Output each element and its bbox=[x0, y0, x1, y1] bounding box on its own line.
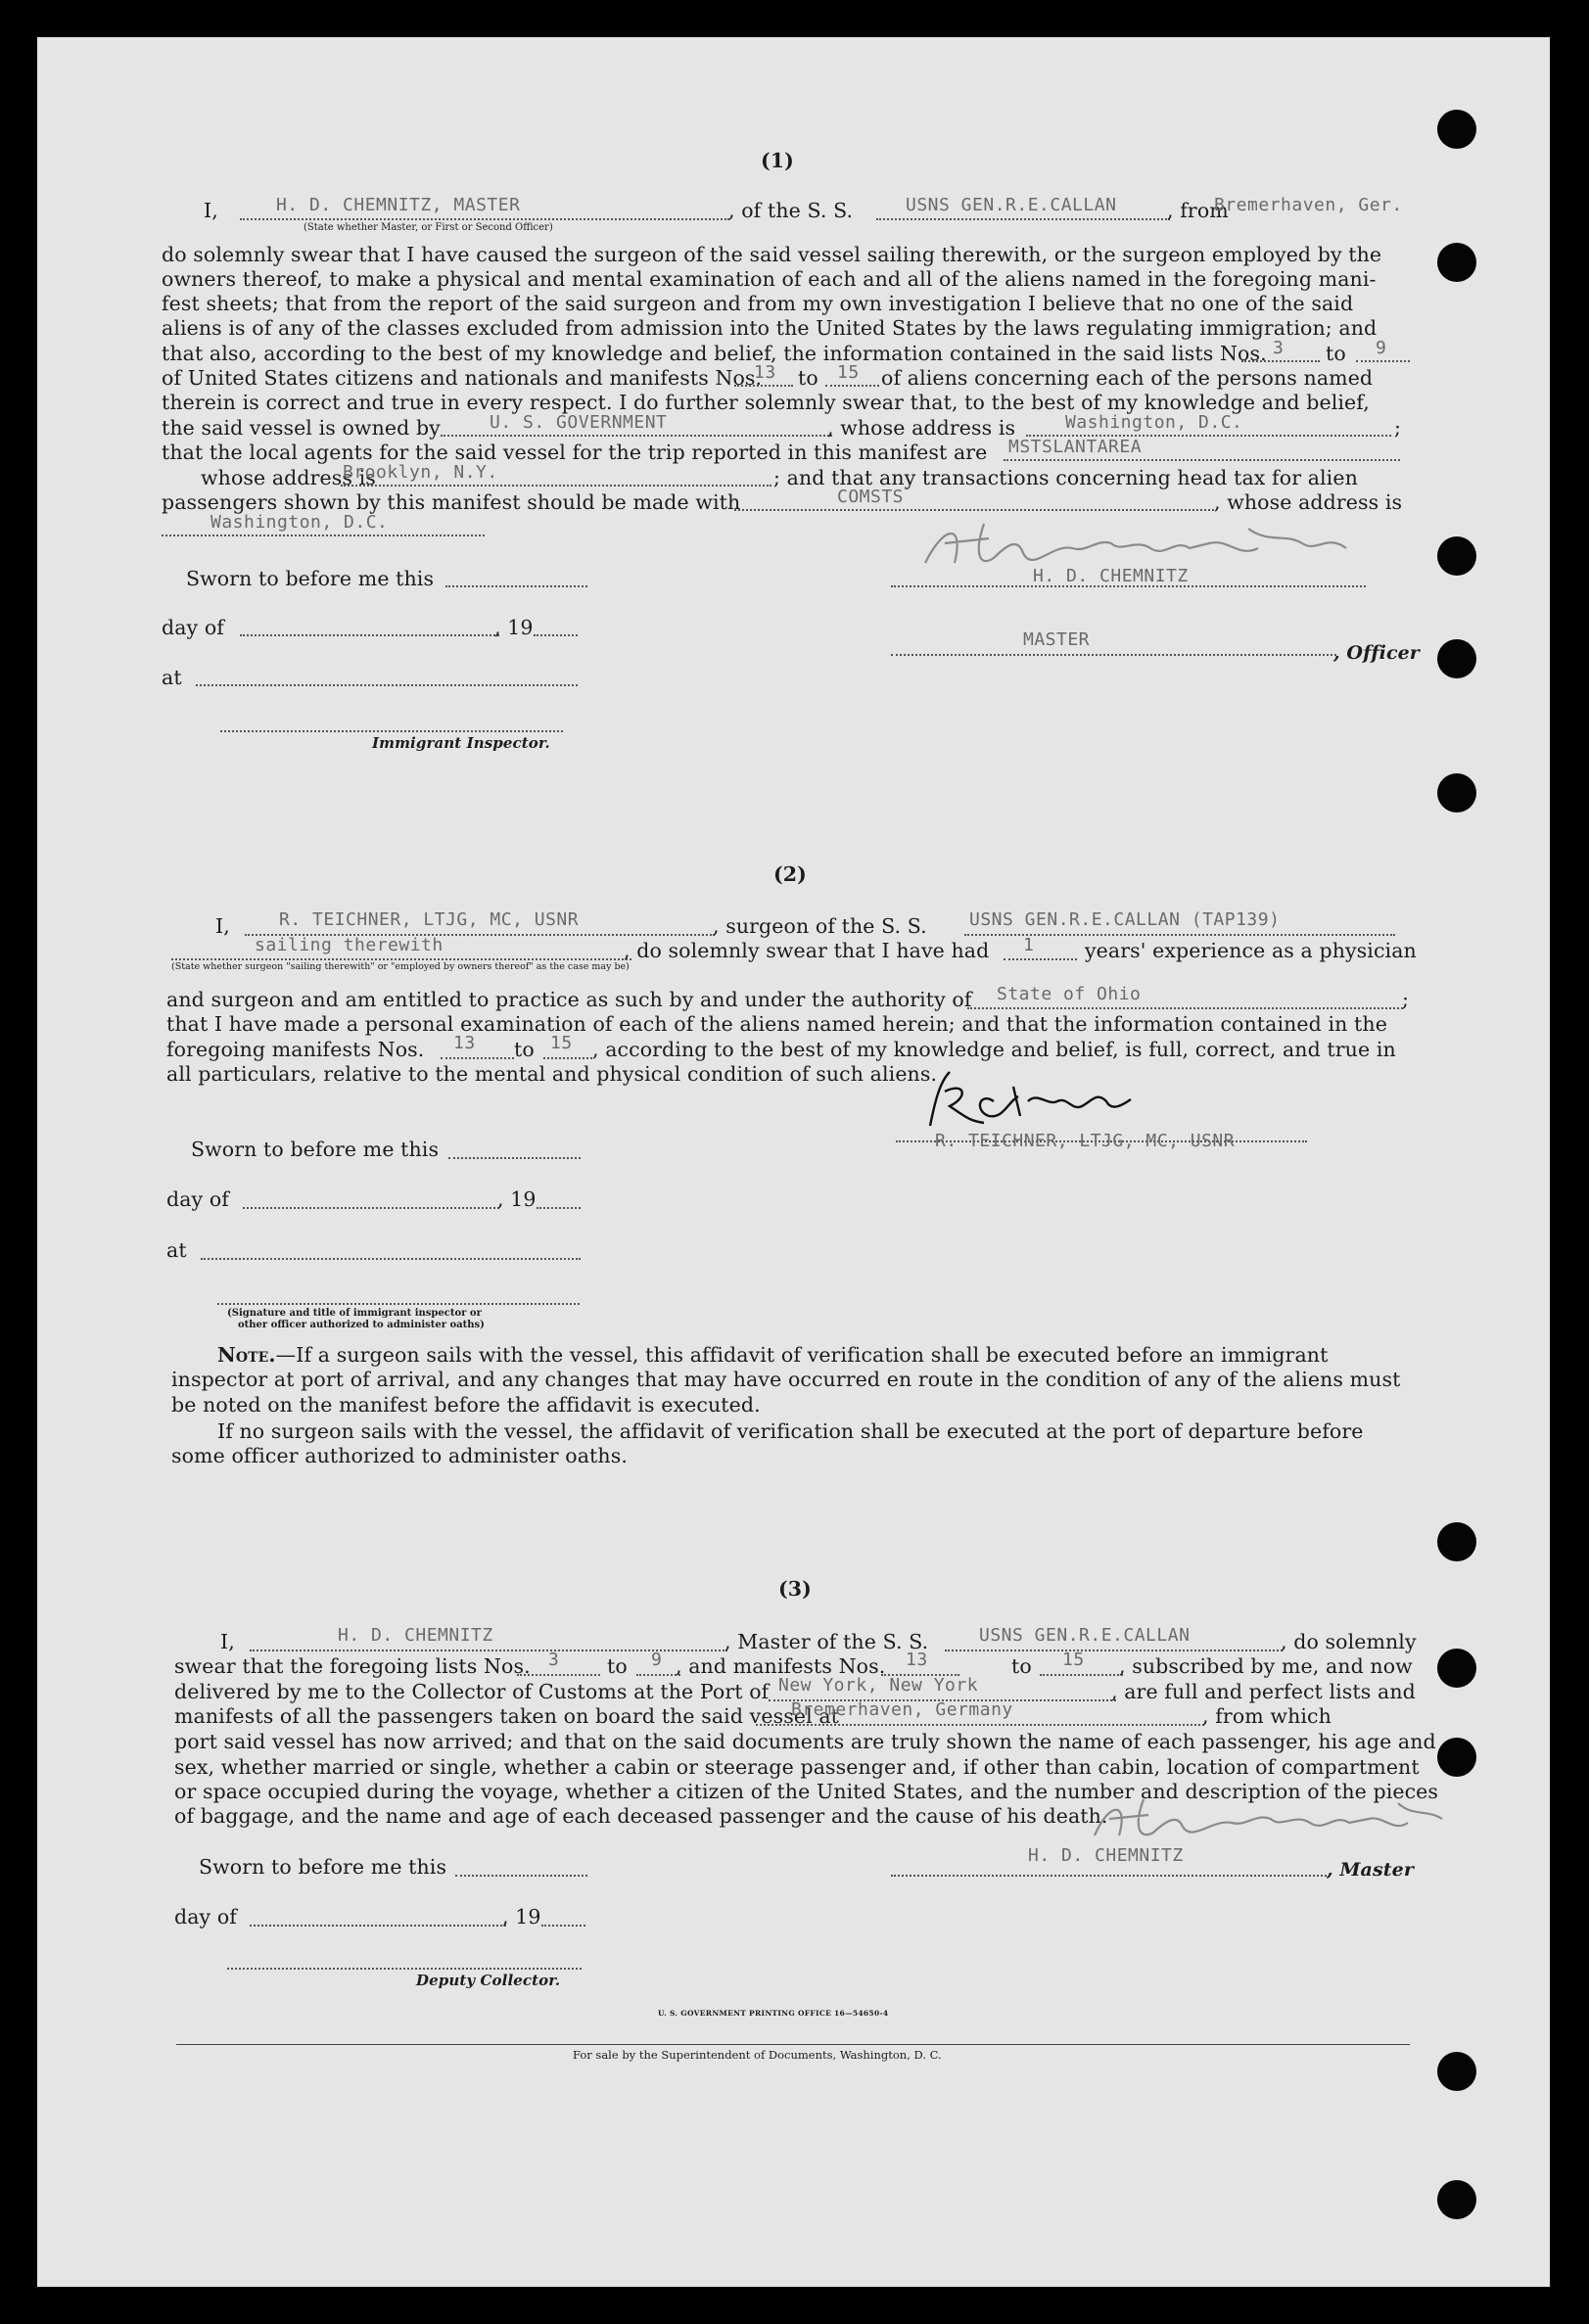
footer-rule bbox=[176, 2044, 1410, 2045]
s2-day-line bbox=[243, 1207, 499, 1209]
s1-i: I, bbox=[204, 199, 218, 222]
s1-para-line-6a: of United States citizens and nationals and manifests Nos. bbox=[162, 366, 763, 390]
s1-lists-to-line bbox=[1356, 360, 1410, 362]
s2-sig-note-1: (Signature and title of immigrant inspector or bbox=[227, 1308, 482, 1319]
s2-note-line-3: be noted on the manifest before the affidavit is executed. bbox=[171, 1393, 761, 1417]
s2-note-line-4: If no surgeon sails with the vessel, the affidavit of verification shall be executed at the port of departure before bbox=[217, 1419, 1364, 1443]
s1-headtax-addr-line bbox=[162, 535, 485, 536]
s2-man-from: 13 bbox=[453, 1033, 476, 1053]
s2-swear: , do solemnly swear that I have had bbox=[624, 939, 990, 962]
s3-deputy-line bbox=[227, 1968, 582, 1970]
s1-master-name: H. D. CHEMNITZ, MASTER bbox=[276, 195, 521, 215]
s3-year-line bbox=[541, 1925, 585, 1927]
s1-para-line-7: therein is correct and true in every respect. I do further solemnly swear that, to the best of my knowledge and belief, bbox=[162, 391, 1370, 414]
s1-to: to bbox=[1326, 342, 1346, 365]
s3-lists-from: 3 bbox=[548, 1650, 560, 1670]
s3-man-to-line bbox=[1040, 1674, 1123, 1676]
s1-para-line-5: that also, according to the best of my knowledge and belief, the information contained in the said lists Nos. bbox=[162, 342, 1267, 365]
s1-at-line bbox=[196, 684, 578, 686]
s2-note-text-1: —If a surgeon sails with the vessel, this affidavit of verification shall be executed before an immigrant bbox=[275, 1343, 1329, 1367]
master-signature-3 bbox=[1085, 1791, 1457, 1850]
s1-headtax-addr: Washington, D.C. bbox=[210, 512, 389, 533]
s2-to: to bbox=[514, 1038, 535, 1061]
s3-sworn: Sworn to before me this bbox=[199, 1855, 447, 1879]
s3-sworn-line bbox=[455, 1875, 587, 1877]
s1-man-to-line bbox=[825, 385, 879, 387]
s3-day-line bbox=[250, 1925, 506, 1927]
s3-signer-line bbox=[891, 1875, 1327, 1877]
binder-hole bbox=[1437, 243, 1476, 282]
s1-day-of: day of bbox=[162, 616, 224, 639]
s2-sailing: sailing therewith bbox=[255, 935, 444, 955]
s3-embark-line bbox=[756, 1724, 1204, 1726]
s2-authority-line bbox=[967, 1007, 1403, 1009]
s3-man-from: 13 bbox=[906, 1650, 928, 1670]
s2-surgeon-of: , surgeon of the S. S. bbox=[713, 914, 927, 938]
s1-inspector-line bbox=[220, 730, 563, 732]
s3-master-word: , Master bbox=[1327, 1859, 1414, 1881]
s2-years: 1 bbox=[1023, 935, 1035, 955]
s1-agents: MSTSLANTAREA bbox=[1008, 437, 1143, 457]
s3-vessel-line bbox=[945, 1650, 1283, 1651]
s1-semicolon: ; bbox=[1394, 416, 1402, 440]
s2-at-line bbox=[201, 1258, 581, 1260]
binder-hole bbox=[1437, 1738, 1476, 1777]
s2-note-line-2: inspector at port of arrival, and any changes that may have occurred en route in the condition of any of the aliens must bbox=[171, 1368, 1401, 1391]
s1-headtax-text: ; and that any transactions concerning head tax for alien bbox=[773, 466, 1358, 489]
s1-para-line-2: owners thereof, to make a physical and mental examination of each and all of the aliens named in the foregoing mani- bbox=[162, 267, 1377, 291]
s2-man-to: 15 bbox=[550, 1033, 573, 1053]
s2-state-note: (State whether surgeon "sailing therewith" or "employed by owners thereof" as the case may be) bbox=[171, 961, 630, 972]
s3-manifests-label: , and manifests Nos. bbox=[676, 1654, 886, 1678]
s3-para-line-6: sex, whether married or single, whether a cabin or steerage passenger and, if other than cabin, location of compartment bbox=[174, 1755, 1420, 1779]
s3-lists-to-line bbox=[636, 1674, 680, 1676]
s3-to: to bbox=[607, 1654, 628, 1678]
s2-sworn: Sworn to before me this bbox=[191, 1138, 440, 1161]
s1-para-line-4: aliens is of any of the classes excluded from admission into the United States by the laws regulating immigration; and bbox=[162, 316, 1378, 340]
s2-authority: State of Ohio bbox=[997, 984, 1142, 1004]
s2-note-label: Note. bbox=[217, 1343, 276, 1367]
s1-sworn-line bbox=[445, 585, 587, 587]
s1-sworn: Sworn to before me this bbox=[186, 567, 435, 590]
s3-signer-typed: H. D. CHEMNITZ bbox=[1028, 1845, 1184, 1866]
s1-title-typed: MASTER bbox=[1023, 629, 1091, 650]
s2-para-line-3: that I have made a personal examination of each of the aliens named herein; and that the information contained in the bbox=[166, 1012, 1387, 1036]
s1-agents-label: that the local agents for the said vessel for the trip reported in this manifest are bbox=[162, 441, 988, 464]
gpo-imprint: U. S. GOVERNMENT PRINTING OFFICE 16—54650-4 bbox=[658, 2009, 889, 2018]
s1-agents-addr-line bbox=[341, 485, 771, 487]
s1-inspector: Immigrant Inspector. bbox=[372, 734, 550, 752]
s1-of-ss: , of the S. S. bbox=[728, 199, 854, 222]
s1-from-port: Bremerhaven, Ger. bbox=[1214, 195, 1403, 215]
s3-port-after: , are full and perfect lists and bbox=[1111, 1680, 1416, 1703]
s3-embark: Bremerhaven, Germany bbox=[791, 1699, 1013, 1720]
surgeon-signature bbox=[911, 1062, 1165, 1136]
s1-year-line bbox=[534, 634, 578, 636]
s1-lists-to: 9 bbox=[1376, 338, 1387, 358]
s1-owned-by: the said vessel is owned by bbox=[162, 416, 441, 440]
s3-lists-label: swear that the foregoing lists Nos. bbox=[174, 1654, 531, 1678]
s2-nineteen: , 19 bbox=[497, 1187, 537, 1211]
s3-day-of: day of bbox=[174, 1905, 237, 1929]
s1-agents-addr-label: whose address is bbox=[201, 466, 376, 489]
s1-para-line-1: do solemnly swear that I have caused the surgeon of the said vessel sailing therewith, or the surgeon employed by the bbox=[162, 243, 1382, 266]
s1-made-with: passengers shown by this manifest should be made with bbox=[162, 490, 741, 514]
s2-manifests-label: foregoing manifests Nos. bbox=[166, 1038, 425, 1061]
s2-years-line bbox=[1004, 958, 1077, 960]
s3-para-line-8: of baggage, and the name and age of each deceased passenger and the cause of his death. bbox=[174, 1804, 1108, 1828]
s3-para-line-7: or space occupied during the voyage, whether a citizen of the United States, and the number and description of the pieces bbox=[174, 1780, 1439, 1803]
s2-authority-label: and surgeon and am entitled to practice as such by and under the authority of bbox=[166, 988, 972, 1011]
s2-note-line-5: some officer authorized to administer oaths. bbox=[171, 1444, 628, 1467]
binder-hole bbox=[1437, 2052, 1476, 2091]
s2-sailing-line bbox=[171, 958, 631, 960]
s3-i: I, bbox=[220, 1630, 235, 1653]
s1-man-to: 15 bbox=[837, 362, 860, 383]
s2-day-of: day of bbox=[166, 1187, 229, 1211]
s3-embark-label: manifests of all the passengers taken on board the said vessel at bbox=[174, 1704, 839, 1728]
binder-hole bbox=[1437, 1522, 1476, 1561]
s1-owner-addr: Washington, D.C. bbox=[1065, 412, 1243, 433]
binder-hole bbox=[1437, 639, 1476, 678]
s2-note-line-1 bbox=[217, 1342, 1328, 1368]
s3-to-2: to bbox=[1011, 1654, 1032, 1678]
s1-owner: U. S. GOVERNMENT bbox=[490, 412, 668, 433]
s3-master-of: , Master of the S. S. bbox=[724, 1630, 929, 1653]
s1-to-2: to bbox=[798, 366, 818, 390]
section-2-number: (2) bbox=[773, 862, 807, 886]
s1-master-line bbox=[240, 218, 729, 220]
s1-from: , from bbox=[1167, 199, 1229, 222]
s2-para-line-4b: , according to the best of my knowledge and belief, is full, correct, and true in bbox=[592, 1038, 1396, 1061]
s2-man-to-line bbox=[543, 1057, 592, 1059]
binder-hole bbox=[1437, 773, 1476, 813]
s2-experience: years' experience as a physician bbox=[1085, 939, 1417, 962]
s1-owner-line bbox=[441, 435, 832, 437]
s3-port-label: delivered by me to the Collector of Customs at the Port of bbox=[174, 1680, 770, 1703]
s1-day-line bbox=[240, 634, 499, 636]
s1-agents-addr: Brooklyn, N.Y. bbox=[343, 462, 498, 483]
s1-vessel: USNS GEN.R.E.CALLAN bbox=[906, 195, 1117, 215]
s1-vessel-line bbox=[876, 218, 1170, 220]
section-1-number: (1) bbox=[761, 149, 794, 172]
s3-lists-from-line bbox=[517, 1674, 600, 1676]
s2-semicolon: ; bbox=[1402, 988, 1410, 1011]
s2-signer-typed: R. TEICHNER, LTJG, MC, USNR bbox=[935, 1131, 1236, 1151]
s3-lists-to: 9 bbox=[651, 1650, 663, 1670]
s2-vessel: USNS GEN.R.E.CALLAN (TAP139) bbox=[969, 909, 1281, 930]
binder-hole bbox=[1437, 1649, 1476, 1688]
s2-sworn-line bbox=[448, 1157, 581, 1159]
s2-surgeon-name: R. TEICHNER, LTJG, MC, USNR bbox=[279, 909, 580, 930]
s3-from-which: , from which bbox=[1202, 1704, 1332, 1728]
s3-port: New York, New York bbox=[778, 1675, 979, 1696]
s1-nineteen: , 19 bbox=[494, 616, 534, 639]
s1-lists-from-line bbox=[1241, 360, 1320, 362]
s1-headtax-addr-label: , whose address is bbox=[1214, 490, 1403, 514]
s1-state-note: (State whether Master, or First or Second Officer) bbox=[304, 222, 553, 233]
s1-owner-addr-label: , whose address is bbox=[827, 416, 1016, 440]
s1-at: at bbox=[162, 666, 182, 689]
s1-man-from: 13 bbox=[754, 362, 776, 383]
s2-at: at bbox=[166, 1238, 187, 1262]
s3-man-to: 15 bbox=[1062, 1650, 1085, 1670]
s3-solemnly: , do solemnly bbox=[1281, 1630, 1417, 1653]
sale-imprint: For sale by the Superintendent of Documents, Washington, D. C. bbox=[573, 2048, 942, 2062]
s3-master-name: H. D. CHEMNITZ bbox=[338, 1625, 493, 1646]
s3-para-line-5: port said vessel has now arrived; and that on the said documents are truly shown the name of each passenger, his age and bbox=[174, 1730, 1436, 1753]
binder-hole bbox=[1437, 536, 1476, 576]
s1-agents-line bbox=[1004, 459, 1400, 461]
s1-title-line bbox=[891, 654, 1336, 656]
s2-sig-note-line bbox=[217, 1303, 580, 1305]
s1-headtax: COMSTS bbox=[837, 487, 905, 507]
binder-hole bbox=[1437, 110, 1476, 149]
s2-sig-note-2: other officer authorized to administer oaths) bbox=[238, 1320, 485, 1330]
s2-i: I, bbox=[215, 914, 230, 938]
s1-signer-typed: H. D. CHEMNITZ bbox=[1033, 566, 1189, 586]
binder-hole bbox=[1437, 2180, 1476, 2219]
s3-subscribed: , subscribed by me, and now bbox=[1119, 1654, 1413, 1678]
s3-deputy: Deputy Collector. bbox=[416, 1972, 561, 1989]
s1-lists-from: 3 bbox=[1273, 338, 1285, 358]
s3-nineteen: , 19 bbox=[502, 1905, 541, 1929]
s2-man-from-line bbox=[441, 1057, 514, 1059]
s3-vessel: USNS GEN.R.E.CALLAN bbox=[979, 1625, 1191, 1646]
section-3-number: (3) bbox=[778, 1577, 812, 1601]
s1-headtax-line bbox=[734, 509, 1214, 511]
s1-para-line-3: fest sheets; that from the report of the said surgeon and from my own investigation I believe that no one of the said bbox=[162, 292, 1354, 315]
s1-para-line-6b: of aliens concerning each of the persons named bbox=[881, 366, 1374, 390]
s2-para-line-5: all particulars, relative to the mental and physical condition of such aliens. bbox=[166, 1062, 938, 1086]
s1-officer: , Officer bbox=[1333, 642, 1420, 664]
s2-year-line bbox=[537, 1207, 581, 1209]
s1-man-from-line bbox=[734, 385, 793, 387]
